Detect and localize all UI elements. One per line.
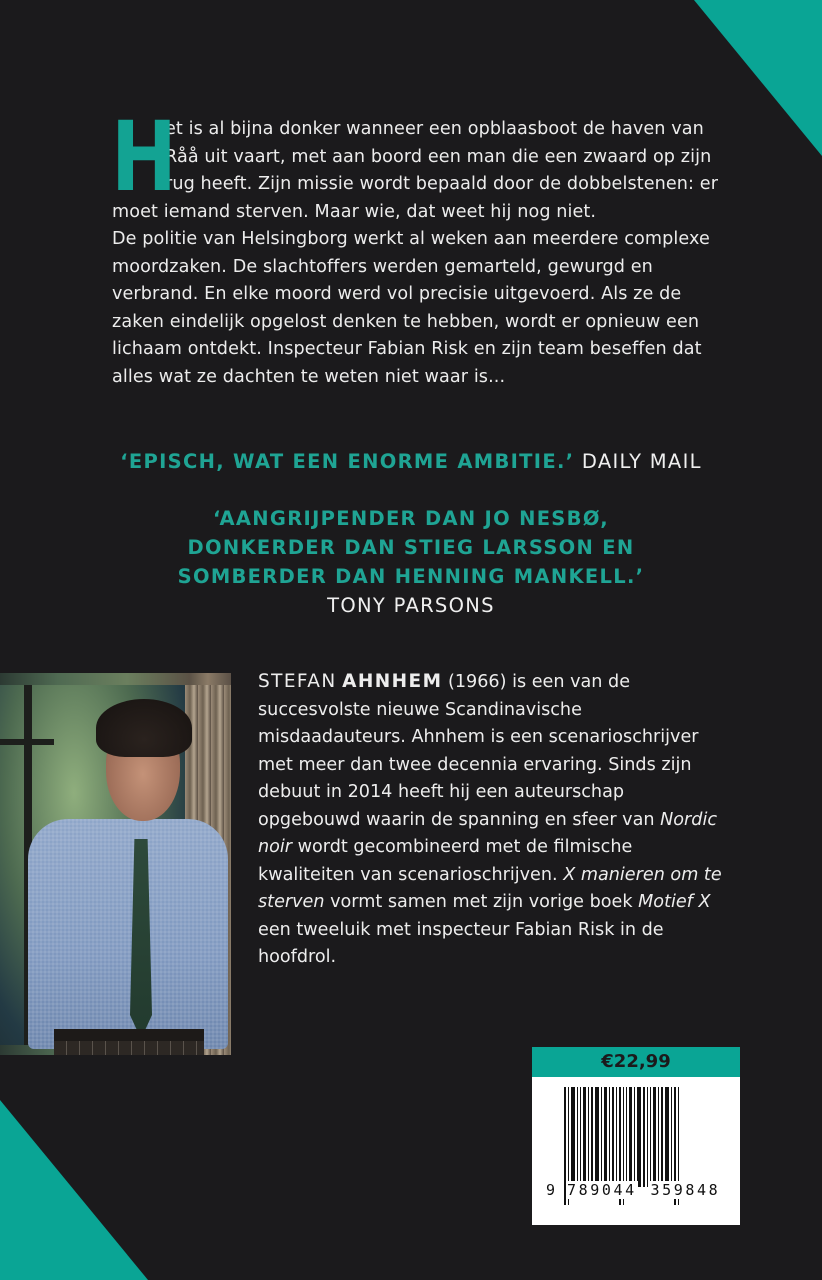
quote-line: DONKERDER DAN STIEG LARSSON EN bbox=[187, 536, 635, 559]
isbn-group-1: 789044 bbox=[567, 1181, 637, 1199]
decorative-triangle-bottom-left bbox=[0, 1100, 148, 1280]
isbn-group-2: 359848 bbox=[650, 1181, 721, 1199]
quote-source: DAILY MAIL bbox=[581, 450, 702, 473]
author-last-name: AHNHEM bbox=[342, 671, 443, 692]
isbn-prefix: 9 bbox=[546, 1181, 558, 1199]
photo-hair bbox=[96, 699, 192, 757]
bio-text: een tweeluik met inspecteur Fabian Risk in de hoofdrol. bbox=[258, 919, 664, 967]
bio-text: (1966) is een van de succesvolste nieuwe Scandinavische misdaadauteurs. Ahnhem is een scenarioschrijver met meer dan twee decennia ervaring. Sinds zijn debuut in 2014 heeft hij een auteurschap opgebouwd waarin de spanning en sfeer van bbox=[258, 672, 699, 830]
bio-text: vormt samen met zijn vorige boek bbox=[324, 892, 639, 912]
author-photo bbox=[0, 673, 231, 1055]
drop-cap: H bbox=[111, 101, 177, 213]
barcode-label bbox=[532, 1047, 740, 1225]
photo-pants bbox=[54, 1041, 204, 1055]
quote-text: ‘EPISCH, WAT EEN ENORME AMBITIE.’ bbox=[120, 450, 575, 473]
review-quote-1 bbox=[0, 447, 822, 476]
author-first-name: STEFAN bbox=[258, 671, 337, 692]
blurb-paragraph-1: et is al bijna donker wanneer een opblaasboot de haven van Råå uit vaart, met aan boord een man die een zwaard op zijn rug heeft. Zijn missie wordt bepaald door de dobbelstenen: er moet iemand sterven. Maar wie, dat weet hij nog niet. bbox=[112, 119, 719, 222]
quote-line: SOMBERDER DAN HENNING MANKELL.’ bbox=[177, 565, 645, 588]
blurb bbox=[111, 101, 730, 391]
price-tag: €22,99 bbox=[532, 1047, 740, 1077]
bio-text: wordt gecombineerd met de filmische kwaliteiten van scenarioschrijven. bbox=[258, 837, 633, 885]
photo-person bbox=[14, 699, 219, 1055]
photo-belt bbox=[54, 1029, 204, 1041]
review-quote-2 bbox=[0, 504, 822, 620]
quote-line: ‘AANGRIJPENDER DAN JO NESBØ, bbox=[213, 507, 609, 530]
bio-italic: X manieren om te sterven bbox=[258, 864, 722, 912]
photo-shirt bbox=[28, 819, 228, 1049]
quote-source: TONY PARSONS bbox=[327, 594, 495, 617]
bio-italic: Nordic noir bbox=[258, 809, 718, 857]
author-bio bbox=[258, 668, 728, 972]
bio-italic: Motief X bbox=[638, 892, 711, 912]
isbn-number bbox=[546, 1181, 730, 1199]
blurb-paragraph-2: De politie van Helsingborg werkt al weken aan meerdere complexe moordzaken. De slachtoffers werden gemarteld, gewurgd en verbrand. En elke moord werd vol precisie uitgevoerd. Als ze de zaken eindelijk opgelost denken te hebben, wordt er opnieuw een lichaam ontdekt. Inspecteur Fabian Risk en zijn team beseffen dat alles wat ze dachten te weten niet waar is... bbox=[112, 229, 710, 387]
